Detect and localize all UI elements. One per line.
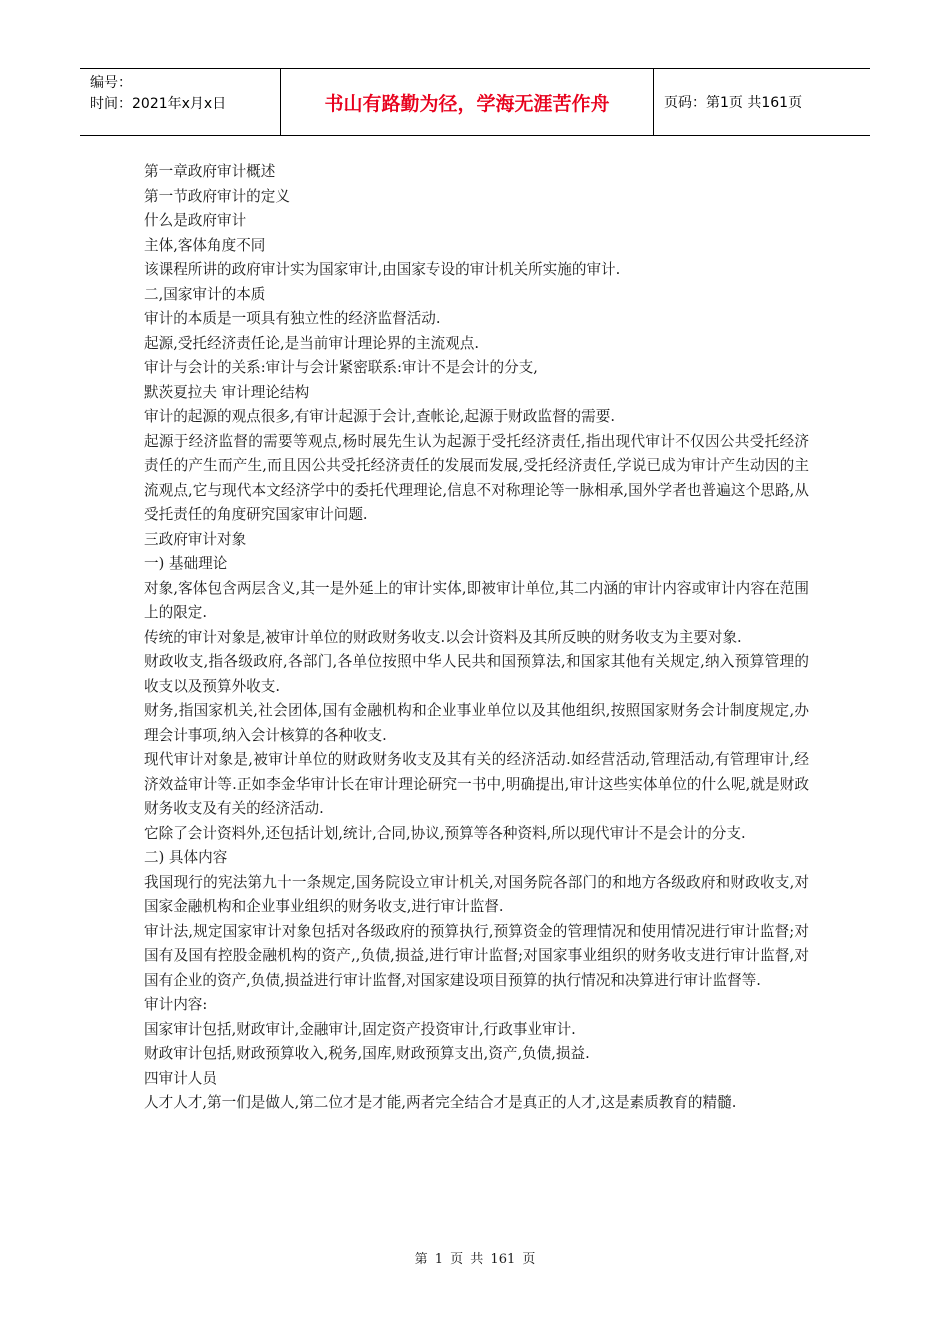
paragraph: 它除了会计资料外,还包括计划,统计,合同,协议,预算等各种资料,所以现代审计不是会计的分支.	[144, 824, 746, 842]
page-footer: 第 1 页 共 161 页	[414, 1252, 536, 1267]
paragraph: 起源,受托经济责任论,是当前审计理论界的主流观点.	[144, 334, 479, 352]
paragraph: 传统的审计对象是,被审计单位的财政财务收支.以会计资料及其所反映的财务收支为主要对象.	[144, 628, 742, 646]
serial-label: 编号：	[90, 75, 132, 91]
paragraph: 起源于经济监督的需要等观点,杨时展先生认为起源于受托经济责任,指出现代审计不仅因公共受托经济责任的产生而产生,而且因公共受托经济责任的发展而发展,受托经济责任,学说已成为审计产生动因的主流观点,它与现代本文经济学中的委托代理理论,信息不对称理论等一脉相承,国外学者也普遍这个思路,从受托责任的角度研究国家审计问题.	[144, 432, 809, 523]
paragraph: 二,国家审计的本质	[144, 285, 266, 303]
header-meta	[80, 69, 280, 135]
paragraph: 财政收支,指各级政府,各部门,各单位按照中华人民共和国预算法,和国家其他有关规定,纳入预算管理的收支以及预算外收支.	[144, 653, 809, 695]
paragraph: 第一节政府审计的定义	[144, 187, 290, 205]
header-page-number: 页码：第1页 共161页	[664, 95, 803, 111]
paragraph: 主体,客体角度不同	[144, 236, 266, 254]
paragraph: 什么是政府审计	[144, 212, 247, 229]
header-motto: 书山有路勤为径，学海无涯苦作舟	[280, 69, 654, 135]
paragraph: 默茨夏拉夫 审计理论结构	[144, 383, 310, 401]
paragraph: 现代审计对象是,被审计单位的财政财务收支及其有关的经济活动.如经营活动,管理活动,有管理审计,经济效益审计等.正如李金华审计长在审计理论研究一书中,明确提出,审计这些实体单位的什么呢,就是财政财务收支及有关的经济活动.	[144, 751, 809, 817]
paragraph: 该课程所讲的政府审计实为国家审计,由国家专设的审计机关所实施的审计.	[144, 261, 621, 278]
paragraph: 对象,客体包含两层含义,其一是外延上的审计实体,即被审计单位,其二内涵的审计内容或审计内容在范围上的限定.	[144, 579, 809, 621]
paragraph: 三政府审计对象	[144, 530, 247, 548]
paragraph: 审计的起源的观点很多,有审计起源于会计,查帐论,起源于财政监督的需要.	[144, 408, 615, 425]
paragraph: 审计的本质是一项具有独立性的经济监督活动.	[144, 310, 441, 327]
paragraph: 四审计人员	[144, 1069, 217, 1087]
paragraph: 审计法,规定国家审计对象包括对各级政府的预算执行,预算资金的管理情况和使用情况进行审计监督;对国有及国有控股金融机构的资产,,负债,损益,进行审计监督;对国家事业组织的财务收支进行审计监督,对国有企业的资产,负债,损益进行审计监督,对国家建设项目预算的执行情况和决算进行审计监督等.	[144, 922, 809, 989]
date-label: 时间：2021年x月x日	[90, 96, 227, 112]
document-body	[144, 160, 809, 1116]
paragraph: 财务,指国家机关,社会团体,国有金融机构和企业事业单位以及其他组织,按照国家财务会计制度规定,办理会计事项,纳入会计核算的各种收支.	[144, 702, 809, 744]
page-header	[80, 68, 870, 136]
paragraph: 审计内容:	[144, 996, 208, 1013]
paragraph: 我国现行的宪法第九十一条规定,国务院设立审计机关,对国务院各部门的和地方各级政府和财政收支,对国家金融机构和企业事业组织的财务收支,进行审计监督.	[144, 873, 809, 915]
paragraph: 第一章政府审计概述	[144, 163, 276, 180]
paragraph: 财政审计包括,财政预算收入,税务,国库,财政预算支出,资产,负债,损益.	[144, 1045, 590, 1062]
paragraph: 一) 基础理论	[144, 555, 228, 572]
paragraph: 人才人才,第一们是做人,第二位才是才能,两者完全结合才是真正的人才,这是素质教育的精髓.	[144, 1094, 737, 1111]
paragraph: 国家审计包括,财政审计,金融审计,固定资产投资审计,行政事业审计.	[144, 1020, 576, 1038]
paragraph: 审计与会计的关系:审计与会计紧密联系:审计不是会计的分支,	[144, 359, 538, 376]
paragraph: 二) 具体内容	[144, 849, 228, 866]
